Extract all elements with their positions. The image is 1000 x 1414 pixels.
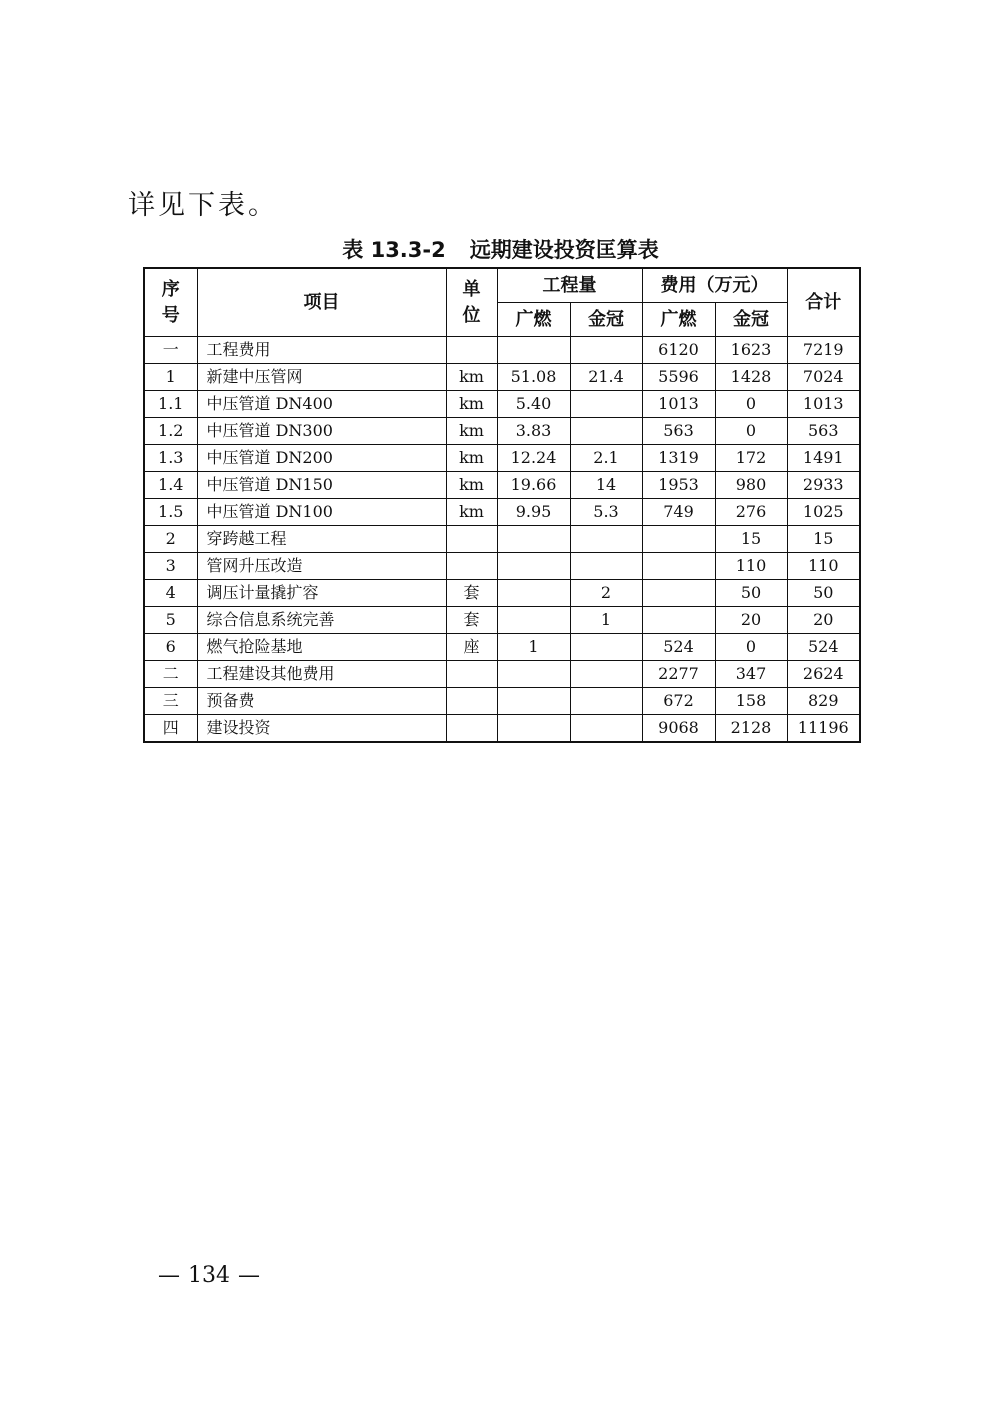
header-quantity-jinguan: 金冠: [570, 303, 642, 337]
cell-unit: [446, 337, 497, 364]
cell-unit: km: [446, 391, 497, 418]
cell-item: 穿跨越工程: [197, 526, 446, 553]
cell-quantity-jinguan: [570, 526, 642, 553]
cell-index: 3: [144, 553, 197, 580]
table-caption: [143, 234, 858, 264]
cell-unit: [446, 553, 497, 580]
cell-index: 2: [144, 526, 197, 553]
header-quantity-guangran: 广燃: [497, 303, 570, 337]
cell-index: 1.1: [144, 391, 197, 418]
cell-cost-guangran: 1319: [642, 445, 715, 472]
cell-item: 管网升压改造: [197, 553, 446, 580]
header-cost-guangran: 广燃: [642, 303, 715, 337]
table-row: [144, 580, 860, 607]
cell-quantity-guangran: 12.24: [497, 445, 570, 472]
cell-cost-jinguan: 0: [715, 418, 787, 445]
cell-quantity-jinguan: [570, 391, 642, 418]
cell-quantity-jinguan: 2: [570, 580, 642, 607]
cell-cost-guangran: [642, 526, 715, 553]
header-quantity-group: 工程量: [497, 268, 642, 303]
cell-quantity-jinguan: 5.3: [570, 499, 642, 526]
cell-quantity-guangran: 9.95: [497, 499, 570, 526]
cell-index: 4: [144, 580, 197, 607]
cell-unit: [446, 715, 497, 743]
cell-cost-jinguan: 50: [715, 580, 787, 607]
cell-total: 20: [787, 607, 860, 634]
cell-quantity-guangran: [497, 553, 570, 580]
table-row: [144, 526, 860, 553]
table-row: [144, 715, 860, 743]
cell-quantity-guangran: 5.40: [497, 391, 570, 418]
cell-index: 一: [144, 337, 197, 364]
cell-total: 2624: [787, 661, 860, 688]
cell-total: 50: [787, 580, 860, 607]
cell-cost-guangran: 5596: [642, 364, 715, 391]
cell-total: 15: [787, 526, 860, 553]
header-unit-char: 单: [462, 278, 481, 300]
header-cost-jinguan: 金冠: [715, 303, 787, 337]
cell-unit: km: [446, 418, 497, 445]
cell-unit: 套: [446, 607, 497, 634]
header-total: 合计: [787, 268, 860, 337]
cell-quantity-jinguan: [570, 715, 642, 743]
table-row: [144, 364, 860, 391]
cell-total: 7219: [787, 337, 860, 364]
cell-quantity-jinguan: [570, 688, 642, 715]
cell-quantity-jinguan: [570, 553, 642, 580]
cell-index: 三: [144, 688, 197, 715]
cell-total: 829: [787, 688, 860, 715]
table-row: [144, 499, 860, 526]
header-index-char: 号: [161, 304, 180, 326]
cell-item: 工程建设其他费用: [197, 661, 446, 688]
cell-index: 5: [144, 607, 197, 634]
cell-index: 1.2: [144, 418, 197, 445]
intro-paragraph: 详见下表。: [128, 190, 278, 221]
cell-total: 11196: [787, 715, 860, 743]
cell-quantity-jinguan: 2.1: [570, 445, 642, 472]
cell-total: 1491: [787, 445, 860, 472]
cell-cost-guangran: [642, 580, 715, 607]
cell-item: 中压管道 DN150: [197, 472, 446, 499]
cell-total: 2933: [787, 472, 860, 499]
cell-item: 中压管道 DN300: [197, 418, 446, 445]
header-cost-group: 费用（万元）: [642, 268, 787, 303]
cell-unit: km: [446, 472, 497, 499]
cell-item: 综合信息系统完善: [197, 607, 446, 634]
cell-item: 调压计量撬扩容: [197, 580, 446, 607]
cell-cost-jinguan: 20: [715, 607, 787, 634]
table-header: [144, 268, 860, 337]
cell-index: 四: [144, 715, 197, 743]
header-unit: [446, 268, 497, 337]
cell-total: 1013: [787, 391, 860, 418]
cell-quantity-guangran: [497, 607, 570, 634]
cell-index: 1.4: [144, 472, 197, 499]
cell-unit: [446, 688, 497, 715]
table-body: [144, 337, 860, 743]
cell-quantity-jinguan: 14: [570, 472, 642, 499]
table-row: [144, 688, 860, 715]
cell-cost-guangran: 1953: [642, 472, 715, 499]
footer-dash-left: —: [158, 1263, 180, 1288]
table-row: [144, 607, 860, 634]
cell-quantity-jinguan: [570, 418, 642, 445]
table-row: [144, 553, 860, 580]
cell-unit: km: [446, 445, 497, 472]
cell-quantity-guangran: 19.66: [497, 472, 570, 499]
cell-quantity-guangran: [497, 337, 570, 364]
cell-cost-jinguan: 158: [715, 688, 787, 715]
cell-index: 1.3: [144, 445, 197, 472]
cell-unit: 套: [446, 580, 497, 607]
cell-quantity-jinguan: [570, 634, 642, 661]
cell-unit: [446, 526, 497, 553]
cell-quantity-guangran: [497, 526, 570, 553]
cell-cost-jinguan: 347: [715, 661, 787, 688]
cell-total: 7024: [787, 364, 860, 391]
cell-item: 中压管道 DN100: [197, 499, 446, 526]
cell-cost-jinguan: 276: [715, 499, 787, 526]
cell-unit: 座: [446, 634, 497, 661]
cell-cost-guangran: 6120: [642, 337, 715, 364]
cell-item: 燃气抢险基地: [197, 634, 446, 661]
cell-cost-jinguan: 15: [715, 526, 787, 553]
cell-quantity-jinguan: [570, 337, 642, 364]
cell-item: 中压管道 DN400: [197, 391, 446, 418]
table-row: [144, 472, 860, 499]
cell-index: 1: [144, 364, 197, 391]
cell-index: 二: [144, 661, 197, 688]
cell-quantity-jinguan: 21.4: [570, 364, 642, 391]
cell-item: 工程费用: [197, 337, 446, 364]
cell-quantity-guangran: [497, 661, 570, 688]
cell-cost-guangran: 1013: [642, 391, 715, 418]
cell-total: 524: [787, 634, 860, 661]
table-row: [144, 418, 860, 445]
cell-index: 6: [144, 634, 197, 661]
cell-item: 中压管道 DN200: [197, 445, 446, 472]
table-row: [144, 391, 860, 418]
cell-quantity-guangran: [497, 580, 570, 607]
cell-unit: km: [446, 499, 497, 526]
cell-cost-jinguan: 1623: [715, 337, 787, 364]
cell-quantity-guangran: [497, 688, 570, 715]
cell-total: 110: [787, 553, 860, 580]
header-item: 项目: [197, 268, 446, 337]
cell-cost-guangran: 2277: [642, 661, 715, 688]
cell-total: 1025: [787, 499, 860, 526]
cell-item: 新建中压管网: [197, 364, 446, 391]
cell-cost-guangran: 9068: [642, 715, 715, 743]
table-header-row: [144, 268, 860, 303]
investment-estimate-table: [143, 267, 861, 743]
cell-quantity-jinguan: [570, 661, 642, 688]
table-row: [144, 445, 860, 472]
cell-cost-jinguan: 110: [715, 553, 787, 580]
cell-item: 建设投资: [197, 715, 446, 743]
cell-cost-jinguan: 2128: [715, 715, 787, 743]
cell-cost-jinguan: 172: [715, 445, 787, 472]
table-row: [144, 661, 860, 688]
header-unit-char: 位: [462, 304, 481, 326]
cell-index: 1.5: [144, 499, 197, 526]
cell-item: 预备费: [197, 688, 446, 715]
cell-quantity-guangran: 1: [497, 634, 570, 661]
cell-cost-jinguan: 1428: [715, 364, 787, 391]
cell-cost-guangran: 672: [642, 688, 715, 715]
cell-cost-jinguan: 980: [715, 472, 787, 499]
page-footer: [150, 1263, 268, 1288]
footer-dash-right: —: [238, 1263, 260, 1288]
cell-cost-guangran: 749: [642, 499, 715, 526]
cell-cost-guangran: 524: [642, 634, 715, 661]
cell-quantity-guangran: [497, 715, 570, 743]
table-row: [144, 337, 860, 364]
cell-unit: [446, 661, 497, 688]
page-number: 134: [188, 1263, 230, 1288]
header-index-char: 序: [161, 278, 180, 300]
cell-cost-guangran: [642, 553, 715, 580]
cell-cost-guangran: 563: [642, 418, 715, 445]
cell-total: 563: [787, 418, 860, 445]
cell-cost-guangran: [642, 607, 715, 634]
cell-unit: km: [446, 364, 497, 391]
cell-quantity-guangran: 3.83: [497, 418, 570, 445]
table-row: [144, 634, 860, 661]
cell-quantity-guangran: 51.08: [497, 364, 570, 391]
cell-cost-jinguan: 0: [715, 391, 787, 418]
table-caption-title: 远期建设投资匡算表: [469, 238, 659, 262]
table-caption-number: 表 13.3-2: [342, 238, 446, 262]
cell-quantity-jinguan: 1: [570, 607, 642, 634]
header-index: [144, 268, 197, 337]
cell-cost-jinguan: 0: [715, 634, 787, 661]
